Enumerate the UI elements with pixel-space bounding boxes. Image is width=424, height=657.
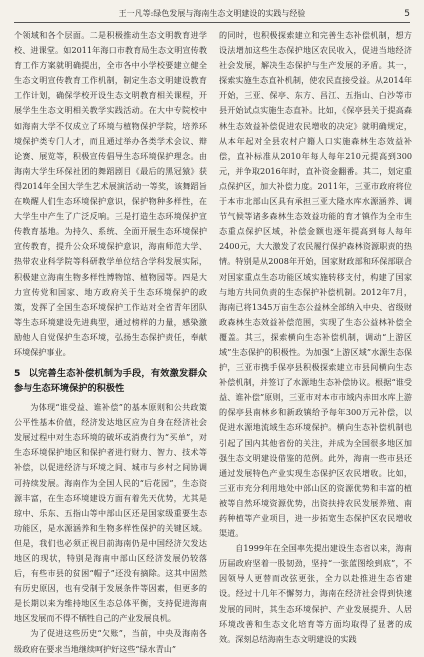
left-column [14,28,207,654]
right-column [219,28,412,644]
body-paragraph: 为体现“谁受益、谁补偿”的基本原则和公共政策公平性基本价值，经济发达地区应为自身在经济社会发展过程中对生态环境的破坏或消费行为“买单”，对生态环境保护地区和保护者进行财力、智力、技术等补偿，以促进经济与环境之间、城市与乡村之间协调可持续发展。海南作为全国人民的“后花园”，生态资源丰富，在生态环境建设方面有着先天优势，尤其是琼中、乐东、五指山等中部山区还是国家级重要生态功能区，是水源涵养和生物多样性保护的关键区域。但是，我们也必须正视目前海南仍是中国经济欠发达地区的现状，特别是海南中部山区经济发展仍较落后，有些市县的贫困“帽子”还没有摘除。这其中固然有历史原因，也有受制于发展条件等因素，但更多的是长期以来为维持地区生态总体平衡，支持促进海南地区发展而不得不牺牲自己的产业发展良机。 [14,402,207,624]
page-number: 5 [404,9,410,19]
section-number: 5 [14,368,21,380]
body-paragraph: 为了促进这些历史“欠账”，当前，中央及海南各级政府在要求当地继续呵护好这些“绿水青山” [14,628,207,654]
running-title: 王一凡等:绿色发展与海南生态文明建设的实践与经验 [118,9,306,18]
body-paragraph: 自1999年在全国率先提出建设生态省以来，海南历届政府坚着一股韧劲，坚持“一张蓝图绘到底”，不因领导人更替而改弦更张，全力以赴推进生态省建设。经过十几年不懈努力，海南在经济社会得到快速发展的同时，其生态环境保护、产业发展提升、人居环境改善和生态文化培育等方面均取得了显著的成效。深刻总结海南生态文明建设的实践 [219,543,412,644]
section-heading [14,366,207,396]
running-header [14,6,410,23]
body-paragraph: 的同时，也积极探索建立和完善生态补偿机制，想方设法增加这些生态保护地区农民收入，促进当地经济社会发展，解决生态保护与生产发展的矛盾。其一，探索实施生态直补机制，使农民直接受益。从2014年开始，三亚、保亭、东方、昌江、五指山、白沙等市县开始试点实施生态直补。比如，《保亭县关于提高森林生态效益补偿促进农民增收的决定》就明确规定，从本年起对全县农村户籍人口实施森林生态效益补偿，直补标准从2010年每人每年210元提高到300元，并争取2016年时，直补资金翻番。其二，划定重点保护区，加大补偿力度。2011年，三亚市政府将位于本市北部山区具有承担三亚大隆水库水源涵养、调节气候等诸多森林生态效益功能的育才镇作为全市生态重点保护区域，补偿金额也逐年提高到每人每年2400元，大大激发了农民履行保护森林资源职责的热情。特别是从2008年开始，国家财政部和环保部联合对国家重点生态功能区域实施转移支付，构建了国家与地方共同负责的生态保护补偿机制。2012年7月，海南已将1345万亩生态公益林全部纳入中央、省级财政森林生态效益补偿范围，实现了生态公益林补偿全覆盖。其三，探索横向生态补偿机制，调动“上游区域”生态保护的积极性。为加强“上游区域”水源生态保护，三亚市携手保亭县积极探索建立市县间横向生态补偿机制，并签订了水源地生态补偿协议。根据“谁受益、谁补偿”原则，三亚市对本市市域内赤田水库上游的保亭县南林乡和新政镇给予每年300万元补偿，以促进水源地流域生态环境保护。横向生态补偿机制也引起了国内其他省份的关注，并成为全国很多地区加强生态文明建设借鉴的范例。此外，海南一些市县还通过发展特色产业实现生态保护区农民增收。比如，三亚市充分利用地处中部山区的资源优势和丰富的植被等自然环境资源优势，出资扶持农民发展养殖、南药种植等产业项目，进一步拓宽生态保护区农民增收渠道。 [219,30,412,539]
body-paragraph: 个领域和各个层面。二是积极推动生态文明教育进学校、进课堂。如2011年海口市教育局生态文明宣传教育工作方案就明确提出，全市各中小学校要建立健全生态文明宣传教育工作机制，制定生态文明建设教育工作计划，确保学校开设生态文明教育相关课程，开展学生生态文明相关教学实践活动。在大中专院校中如海南大学不仅成立了环境与植物保护学院，培养环境保护类专门人才，而且通过举办各类学术会议、辩论赛、展览等，积极宣传倡导生态环境保护理念。由海南大学生环保社团的舞蹈剧目《最后的黑冠猿》获得2014年全国大学生艺术展演活动一等奖，该舞蹈旨在唤醒人们生态环境保护意识，保护物种多样性，在大学生中产生了广泛反响。三是打造生态环境保护宣传教育基地。为持久、系统、全面开展生态环境保护宣传教育，提升公众环境保护意识，海南师范大学、热带农业科学院等科研教学单位结合学科发展实际，积极建立海南生物多样性博物馆、植物园等。四是大力宣传党和国家、地方政府关于生态环境保护的政策，发挥了全国生态环境保护工作站对全省青年团队等生态环境建设先进典型，通过榜样的力量，感染激励他人自觉保护生态环境，弘扬生态保护责任，奉献环境保护事业。 [14,30,207,357]
section-title: 以完善生态补偿机制为手段，有效激发群众参与生态环境保护的积极性 [14,368,207,395]
